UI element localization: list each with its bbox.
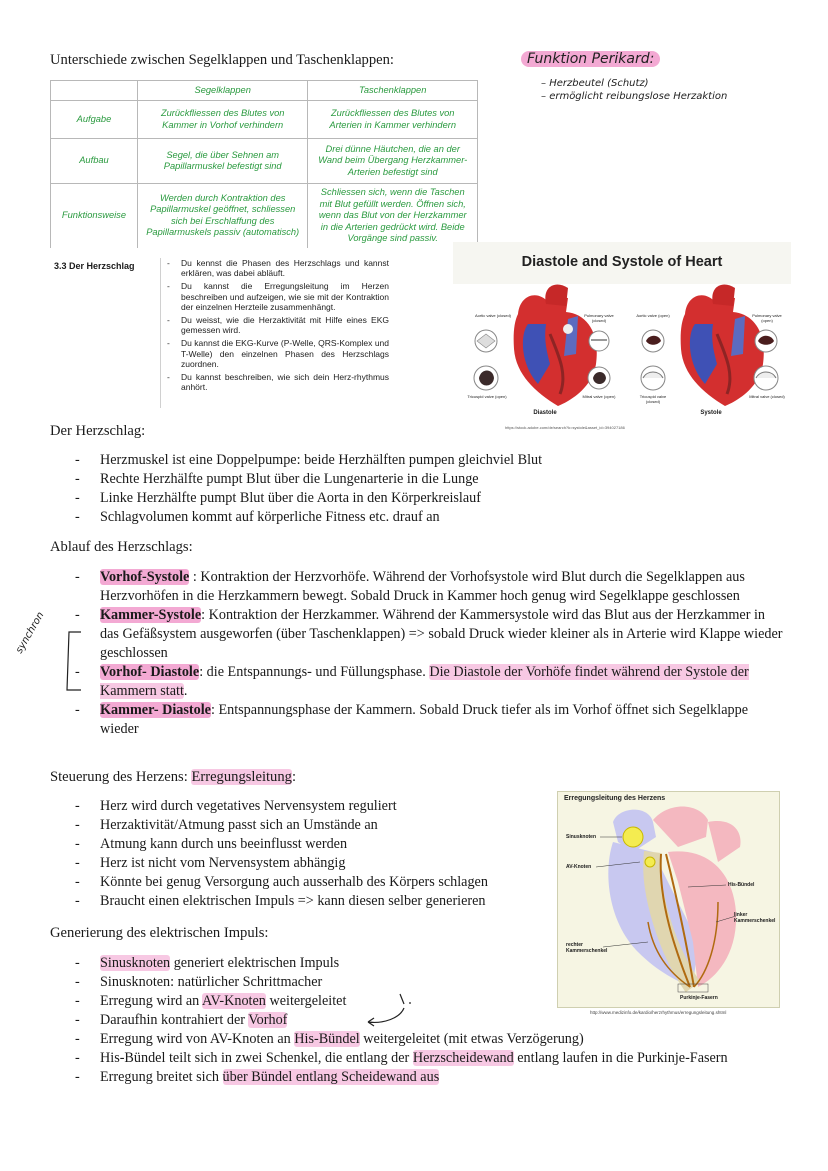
systole-heart: [681, 285, 764, 406]
objective-item: - Du kannst die EKG-Kurve (P-Welle, QRS-Komplex und T-Welle) den einzelnen Phasen des Herzschlags zuordnen.: [164, 338, 389, 369]
table-row-label-funktionsweise: Funktionsweise: [51, 184, 138, 248]
heart-image-source: https://stock.adobe.com/de/search?k=systole&asset_id=394027186: [505, 425, 625, 430]
list-item: - Vorhof-Systole : Kontraktion der Herzvorhöfe. Während der Vorhofsystole wird Blut durch die Segelklappen aus Herzvorhöfen in die Herzkammern bewegt. Sobald Druck in Kammer hoch genug wird Segelklappe geschlossen: [50, 568, 785, 606]
objective-item: - Du weisst, wie die Herzaktivität mit Hilfe eines EKG gemessen wird.: [164, 315, 389, 335]
heart-image-title: Diastole and Systole of Heart: [453, 242, 791, 284]
label-tricuspid-closed: Tricuspid valve (closed): [639, 394, 667, 404]
table-cell: Werden durch Kontraktion des Papillarmuskel geöffnet, schliessen sich bei Erschlaffung des Papillarmuskels passiv (automatisch): [137, 184, 308, 248]
label-mitral-closed: Mitral valve (closed): [749, 394, 785, 399]
perikard-note: Funktion Perikard: – Herzbeutel (Schutz) – ermöglicht reibungslose Herzaktion: [521, 50, 727, 102]
label-aortic-open: Aortic valve (open): [636, 313, 670, 318]
table-cell: Zurückfliessen des Blutes von Arterien in Kammer verhindern: [308, 101, 478, 139]
list-item: - Rechte Herzhälfte pumpt Blut über die Lungenarterie in die Lunge: [50, 470, 790, 489]
list-item: - Kammer-Systole: Kontraktion der Herzkammer. Während der Kammersystole wird das Blut aus der Herzkammer in das Gefäßsystem ausgeworfen (über Taschenklappen) => sobald Druck wieder kleiner als in Arterie wird Klappe wieder geschlossen: [50, 606, 785, 663]
objective-item: - Du kannst beschreiben, wie sich dein Herz-rhythmus anhört.: [164, 372, 389, 392]
label-tricuspid-open: Tricuspid valve (open): [467, 394, 507, 399]
ablauf-list: [50, 568, 785, 739]
list-item: - Kammer- Diastole: Entspannungsphase der Kammern. Sobald Druck tiefer als im Vorhof öffnet sich Segelklappe wieder: [50, 701, 785, 739]
label-rechter-schenkel: rechter Kammerschenkel: [566, 942, 608, 954]
table-header-taschenklappen: Taschenklappen: [308, 81, 478, 101]
label-pulmonary-open: Pulmonary valve (open): [752, 313, 782, 323]
term-kammer-systole: Kammer-Systole: [100, 607, 202, 623]
ablauf-heading: Ablauf des Herzschlags:: [50, 539, 193, 555]
objective-item: - Du kannst die Erregungsleitung im Herzen beschreiben und aufzeigen, wie sie mit der Kontraktion der einzelnen Herzteile zusammenhängt.: [164, 281, 389, 312]
synchron-bracket: [55, 628, 85, 696]
list-item: - Herzaktivität/Atmung passt sich an Umstände an: [50, 816, 560, 835]
list-item: - Sinusknoten generiert elektrischen Impuls: [50, 954, 790, 973]
herzschlag-objectives: [160, 258, 389, 408]
table-title: Unterschiede zwischen Segelklappen und Taschenklappen:: [50, 52, 394, 68]
label-mitral-open: Mitral valve (open): [582, 394, 616, 399]
erregungsleitung-image: [557, 791, 780, 1008]
caption-diastole: Diastole: [533, 410, 557, 416]
table-header-empty: [51, 81, 138, 101]
term-vorhof-diastole: Vorhof- Diastole: [100, 664, 200, 680]
erregungsleitung-title: Erregungsleitung des Herzens: [564, 795, 666, 802]
list-item: - Erregung wird von AV-Knoten an His-Bündel weitergeleitet (mit etwas Verzögerung): [50, 1030, 790, 1049]
list-item: - Herzmuskel ist eine Doppelpumpe: beide Herzhälften pumpen gleichviel Blut: [50, 451, 790, 470]
heart-diagram: [453, 242, 791, 438]
table-cell: Zurückfliessen des Blutes von Kammer in Vorhof verhindern: [137, 101, 308, 139]
steuerung-list: [50, 797, 560, 911]
label-pulmonary-closed: Pulmonary valve (closed): [584, 313, 614, 323]
diastole-heart: [514, 285, 597, 406]
list-item: - Herz ist nicht vom Nervensystem abhängig: [50, 854, 560, 873]
list-item: - Schlagvolumen kommt auf körperliche Fitness etc. drauf an: [50, 508, 790, 527]
table-cell: Segel, die über Sehnen am Papillarmuskel befestigt sind: [137, 139, 308, 184]
table-header-segelklappen: Segelklappen: [137, 81, 308, 101]
list-item: - Erregung breitet sich über Bündel entlang Scheidewand aus: [50, 1068, 790, 1087]
list-item: - Linke Herzhälfte pumpt Blut über die Aorta in den Körperkreislauf: [50, 489, 790, 508]
herzschlag-heading: Der Herzschlag:: [50, 423, 146, 439]
list-item: - Könnte bei genug Versorgung auch ausserhalb des Körpers schlagen: [50, 873, 560, 892]
label-his-buendel: His-Bündel: [728, 882, 755, 888]
list-item: - Atmung kann durch uns beeinflusst werden: [50, 835, 560, 854]
term-vorhof-systole: Vorhof-Systole: [100, 569, 190, 585]
erregung-image-source: http://www.medizinfo.de/kardio/herzrhythmus/erregungsleitung.shtml: [590, 1010, 727, 1015]
label-linker-schenkel: linker Kammerschenkel: [734, 912, 776, 924]
herzschlag-box-title: 3.3 Der Herzschlag: [54, 261, 135, 271]
conduction-diagram: [558, 792, 779, 1007]
perikard-title: Funktion Perikard:: [521, 51, 660, 67]
hand-arrow: [360, 990, 420, 1030]
label-purkinje: Purkinje-Fasern: [680, 995, 718, 1001]
table-row-label-aufgabe: Aufgabe: [51, 101, 138, 139]
list-item: - His-Bündel teilt sich in zwei Schenkel, die entlang der Herzscheidewand entlang laufen in die Purkinje-Fasern: [50, 1049, 790, 1068]
label-av-knoten: AV-Knoten: [566, 864, 592, 870]
table-row-label-aufbau: Aufbau: [51, 139, 138, 184]
list-item: - Herz wird durch vegetatives Nervensystem reguliert: [50, 797, 560, 816]
generierung-heading: Generierung des elektrischen Impuls:: [50, 925, 269, 941]
list-item: - Sinusknoten: natürlicher Schrittmacher: [50, 973, 790, 992]
list-item: - Erregung wird an AV-Knoten weitergeleitet: [50, 992, 790, 1011]
label-aortic-closed: Aortic valve (closed): [474, 313, 511, 318]
list-item: - Braucht einen elektrischen Impuls => kann diesen selber generieren: [50, 892, 560, 911]
synchron-note: synchron: [14, 610, 47, 656]
perikard-item: ermöglicht reibungslose Herzaktion: [549, 91, 728, 102]
caption-systole: Systole: [700, 410, 722, 416]
steuerung-heading: Steuerung des Herzens: Erregungsleitung:: [50, 769, 297, 785]
heart-cycle-image: [453, 242, 791, 438]
table-cell: Schliessen sich, wenn die Taschen mit Blut gefüllt werden. Öffnen sich, wenn das Blut von der Herzkammer in die Arterien gedrückt wird. Beide Vorgänge sind passiv.: [308, 184, 478, 248]
valve-comparison-table: [50, 80, 478, 248]
table-cell: Drei dünne Häutchen, die an der Wand beim Übergang Herzkammer-Arterien befestigt sind: [308, 139, 478, 184]
label-sinusknoten: Sinusknoten: [566, 834, 597, 840]
perikard-item: Herzbeutel (Schutz): [549, 78, 649, 89]
herzschlag-list: [50, 451, 790, 527]
objective-item: - Du kennst die Phasen des Herzschlags und kannst erklären, was dabei abläuft.: [164, 258, 389, 278]
term-kammer-diastole: Kammer- Diastole: [100, 702, 211, 718]
list-item: - Vorhof- Diastole: die Entspannungs- und Füllungsphase. Die Diastole der Vorhöfe findet während der Systole der Kammern statt.: [50, 663, 785, 701]
list-item: - Daraufhin kontrahiert der Vorhof: [50, 1011, 790, 1030]
